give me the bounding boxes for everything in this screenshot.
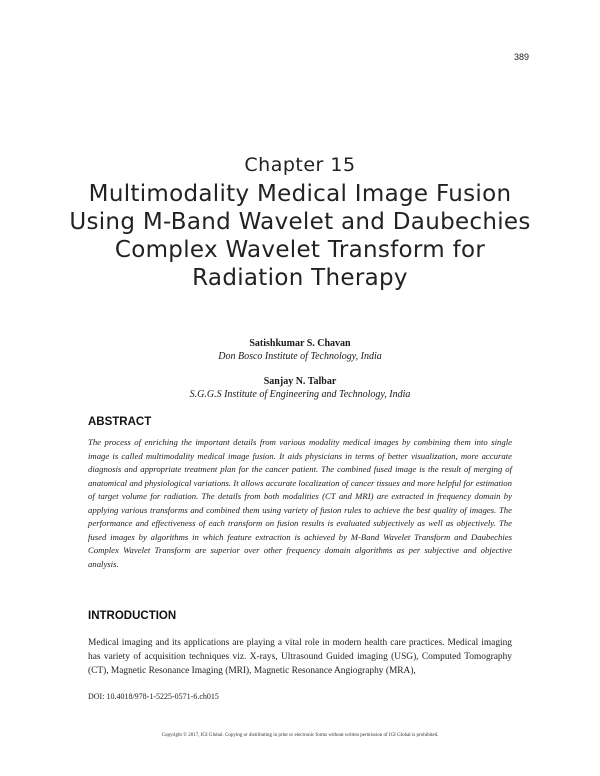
introduction-body: Medical imaging and its applications are playing a vital role in modern health care practices. Medical imaging has variety of acquisition techniques viz. X-rays, Ultrasound Guided imaging (USG), Computed Tomography (CT), Magnetic Resonance Imaging (MRI), Magnetic Resonance Angiography (MRA), bbox=[88, 638, 512, 676]
abstract-body: The process of enriching the important details from various modality medical images by combining them into single image is called multimodality medical image fusion. It aids physicians in terms of better visualization, more accurate diagnosis and appropriate treatment plan for the cancer patient. The combined fused image is the result of merging of anatomical and physiological variations. It allows accurate localization of cancer tissues and more helpful for estimation of target volume for radiation. The details from both modalities (CT and MRI) are extracted in frequency domain by applying various transforms and combined them using variety of fusion rules to achieve the best quality of images. The performance and effectiveness of each transform on fusion results is evaluated subjectively as well as objectively. The fused images by algorithms in which feature extraction is achieved by M-Band Wavelet Transform and Daubechies Complex Wavelet Transform are superior over other frequency domain algorithms as per subjective and objective analysis. bbox=[88, 437, 512, 569]
author-affiliation: Don Bosco Institute of Technology, India bbox=[218, 351, 382, 362]
abstract-heading: ABSTRACT bbox=[88, 416, 152, 428]
introduction-heading: INTRODUCTION bbox=[88, 610, 177, 622]
author-block bbox=[0, 375, 600, 401]
author-block bbox=[0, 337, 600, 363]
chapter-label: Chapter 15 bbox=[244, 154, 356, 176]
chapter-title: Multimodality Medical Image Fusion Using M-Band Wavelet and Daubechies Complex Wavelet Transform for Radiation Therapy bbox=[69, 181, 531, 291]
doi: DOI: 10.4018/978-1-5225-0571-6.ch015 bbox=[88, 692, 219, 701]
author-affiliation: S.G.G.S Institute of Engineering and Technology, India bbox=[189, 389, 411, 400]
author-name: Satishkumar S. Chavan bbox=[249, 338, 351, 349]
page-number: 389 bbox=[513, 52, 529, 62]
author-name: Sanjay N. Talbar bbox=[263, 376, 337, 387]
copyright-notice: Copyright © 2017, IGI Global. Copying or distributing in print or electronic forms without written permission of IGI Global is prohibited. bbox=[161, 733, 439, 738]
